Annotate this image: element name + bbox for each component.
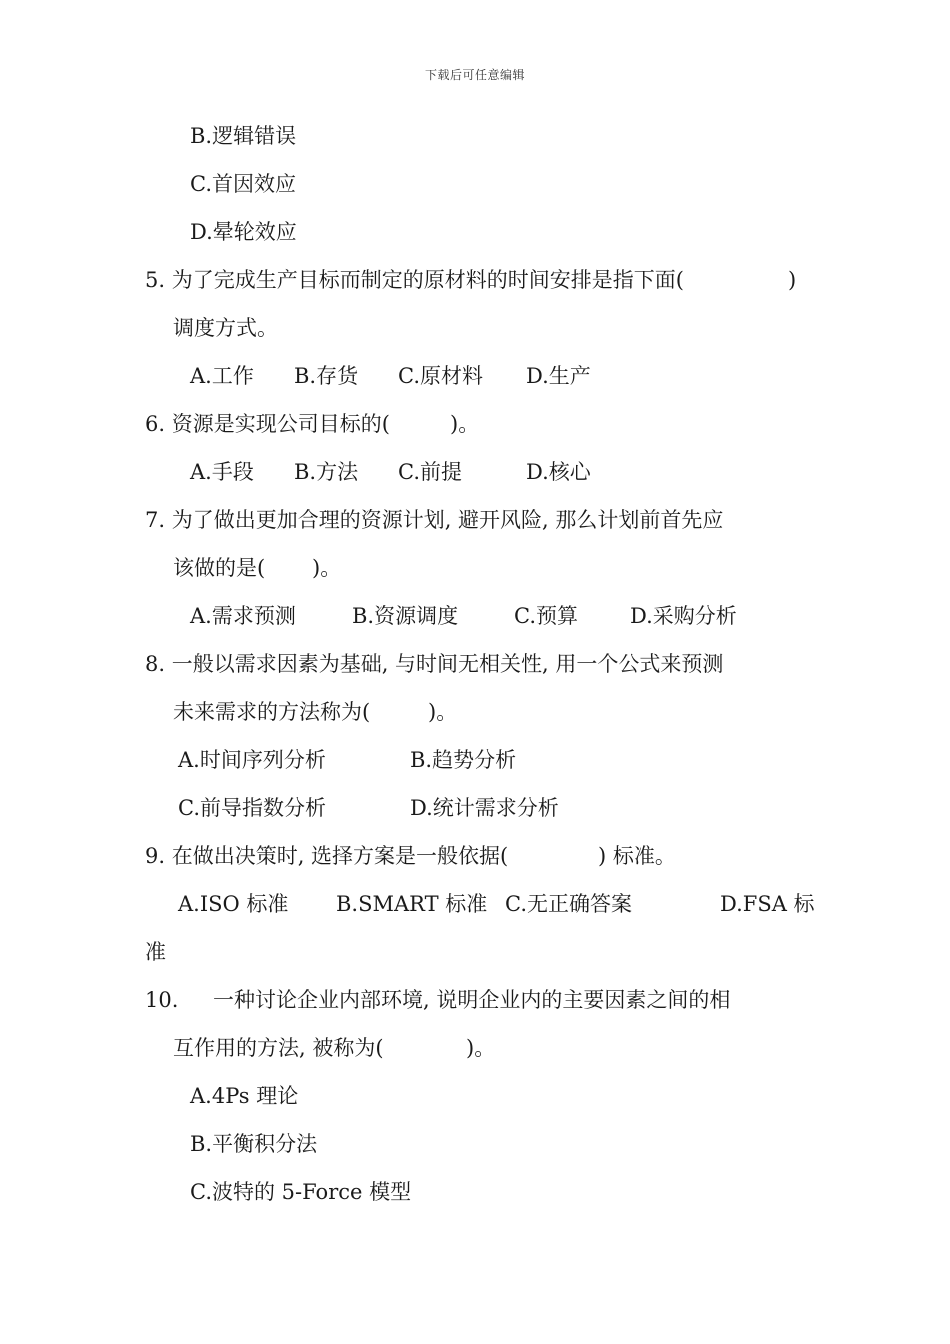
question-10-text-cont: 互作用的方法, 被称为( [173,1036,384,1060]
question-9-options [0,891,950,917]
option-b: B.SMART 标准 [336,892,488,916]
option-line: C.波特的 5-Force 模型 [190,1180,412,1204]
question-8-text: 8. 一般以需求因素为基础, 与时间无相关性, 用一个公式来预测 [145,652,724,676]
option-c: C.前导指数分析 [178,796,326,820]
question-5-options [0,363,950,389]
question-7-text-cont: 该做的是( [173,556,266,580]
question-10-bracket: )。 [466,1036,496,1060]
question-7-options [0,603,950,629]
question-8-text-cont: 未来需求的方法称为( [173,700,371,724]
option-c: C.原材料 [398,364,483,388]
question-10-number: 10. [145,988,179,1012]
question-5-text-cont: 调度方式。 [173,316,278,340]
question-8-options-row2 [0,795,950,821]
option-a: A.时间序列分析 [178,748,326,772]
option-c: C.无正确答案 [505,892,632,916]
option-d: D.核心 [526,460,591,484]
option-a: A.工作 [190,364,254,388]
option-d: D.FSA 标 [720,892,815,916]
option-a: A.手段 [190,460,254,484]
question-9-text: 9. 在做出决策时, 选择方案是一般依据( [145,844,509,868]
question-7-bracket: )。 [312,556,342,580]
option-line: B.平衡积分法 [190,1132,318,1156]
question-5-bracket: ) [788,268,797,292]
option-b: B.趋势分析 [410,748,517,772]
question-6-bracket: )。 [450,412,480,436]
option-a: A.ISO 标准 [178,892,289,916]
question-9-option-wrap: 准 [145,940,166,964]
question-9-bracket: ) 标准。 [598,844,676,868]
option-c: C.前提 [398,460,462,484]
option-b: B.资源调度 [352,604,459,628]
option-d: D.生产 [526,364,591,388]
question-7-text: 7. 为了做出更加合理的资源计划, 避开风险, 那么计划前首先应 [145,508,724,532]
option-c: C.预算 [514,604,578,628]
page-header: 下载后可任意编辑 [424,68,525,82]
option-a: A.需求预测 [190,604,296,628]
option-b: B.方法 [294,460,359,484]
question-10-text: 一种讨论企业内部环境, 说明企业内的主要因素之间的相 [213,988,731,1012]
question-8-bracket: )。 [428,700,458,724]
question-6-options [0,459,950,485]
option-line: A.4Ps 理论 [190,1084,299,1108]
option-d: D.采购分析 [630,604,737,628]
option-line: D.晕轮效应 [190,220,297,244]
question-6-text: 6. 资源是实现公司目标的( [145,412,390,436]
option-b: B.存货 [294,364,359,388]
question-5-text: 5. 为了完成生产目标而制定的原材料的时间安排是指下面( [145,268,684,292]
question-8-options-row1 [0,747,950,773]
option-line: C.首因效应 [190,172,296,196]
option-d: D.统计需求分析 [410,796,559,820]
option-line: B.逻辑错误 [190,124,297,148]
